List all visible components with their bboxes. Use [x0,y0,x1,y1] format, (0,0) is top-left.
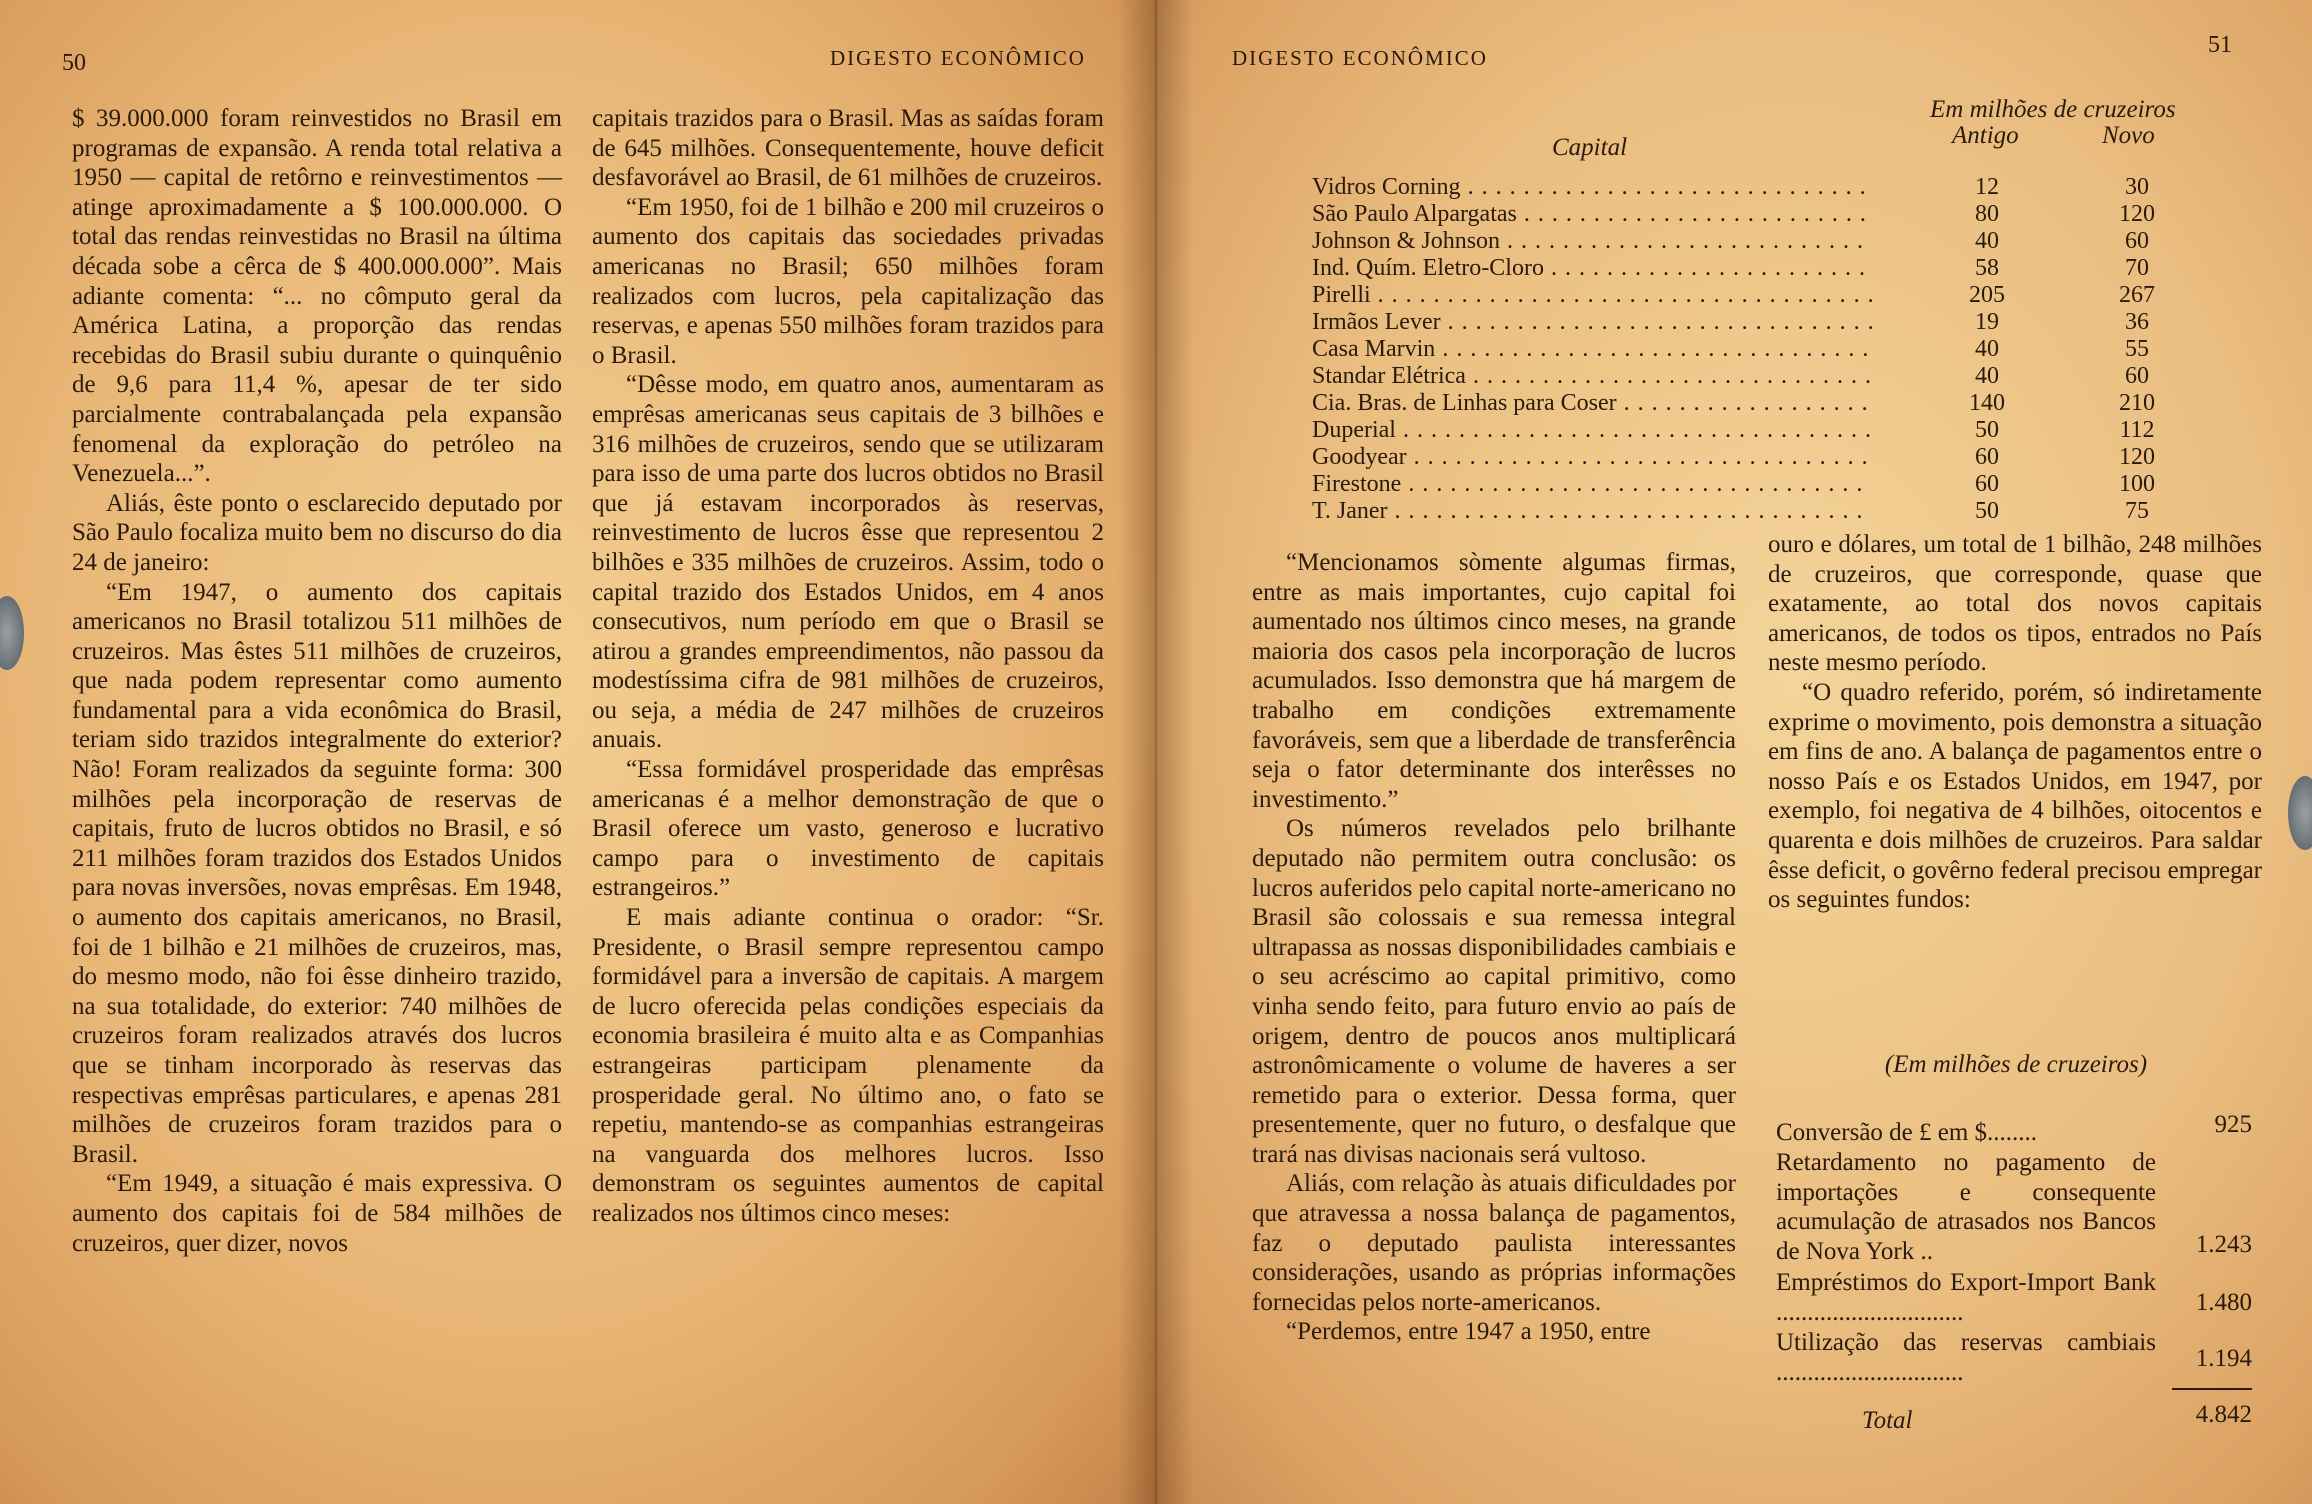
table-row [1312,471,2172,498]
company-name: Cia. Bras. de Linhas para Coser . . . [1312,390,1872,417]
old-capital: 40 [1975,363,1999,389]
table-row [1312,498,2172,525]
binding-hole [2288,776,2312,850]
funds-item-value: 1.243 [2195,1231,2252,1258]
table-row [1312,201,2172,228]
company-name: Vidros Corning . . . [1312,174,1872,201]
company-name: Goodyear . . . [1312,444,1872,471]
old-capital: 60 [1975,471,1999,497]
new-capital: 70 [2125,255,2149,281]
new-capital: 36 [2125,309,2149,335]
old-capital: 19 [1975,309,1999,335]
column-header-old: Antigo [1952,122,2019,149]
new-capital: 112 [2119,417,2155,443]
paragraph: “Essa formidável prosperidade das emprêsas americanas é a melhor demonstração de que o Brasil oferece um vasto, generoso e lucrativo campo para o investimento de capitais estrangeiros.” [592,756,1104,902]
new-capital: 55 [2125,336,2149,362]
old-capital: 50 [1975,417,1999,443]
old-capital: 80 [1975,201,1999,227]
paragraph: $ 39.000.000 foram reinvestidos no Brasil em programas de expansão. A renda total relativa a 1950 — capital de retôrno e reinvestimentos — atinge aproximadamente a $ 100.000.000. O total das rendas reinvestidas no Brasil na última década sobe a cêrca de $ 400.000.000”. Mais adiante comenta: “... no cômputo geral da América Latina, a proporção das rendas recebidas do Brasil subiu durante o quinquênio de 9,6 para 11,4 %, apesar de ter sido parcialmente contrabalançada pela expansão fenomenal da exploração do petróleo na Venezuela...”. [72,105,562,488]
table-row [1312,282,2172,309]
paragraph: ouro e dólares, um total de 1 bilhão, 248 milhões de cruzeiros, que corresponde, quase que exatamente, ao total dos novos capitais americanos, de todos os tipos, entrados no País neste mesmo período. [1768,531,2262,677]
page-number-left: 50 [62,50,86,76]
paragraph: E mais adiante continua o orador: “Sr. Presidente, o Brasil sempre representou campo formidável para a inversão de capitais. A margem de lucro oferecida pelas condições especiais da economia brasileira é muito alta e as Companhias estrangeiras participam plenamente da prosperidade geral. No último ano, o fato se repetiu, mantendo-se as companhias estrangeiras na vanguarda dos melhores lucros. Isso demonstram os seguintes aumentos de capital realizados nos últimos cinco meses: [592,904,1104,1227]
company-name: Irmãos Lever . . . [1312,309,1872,336]
table-row [1312,417,2172,444]
right-page [1156,0,2312,1504]
new-capital: 100 [2119,471,2155,497]
old-capital: 140 [1969,390,2005,416]
paragraph: “Em 1947, o aumento dos capitais americanos no Brasil totalizou 511 milhões de cruzeiros. Mas êstes 511 milhões de cruzeiros, que nada podem representar como aumento fundamental para a vida econômica do Brasil, teriam sido trazidos integralmente do exterior? Não! Foram realizados da seguinte forma: 300 milhões pela incorporação de reservas de capitais, fruto de lucros obtidos no Brasil, e só 211 milhões foram trazidos dos Estados Unidos para novas inversões, novas emprêsas. Em 1948, o aumento dos capitais americanos, no Brasil, foi de 1 bilhão e 21 milhões de cruzeiros, mas, do mesmo modo, não foi êsse dinheiro trazido, na sua totalidade, do exterior: 740 milhões de cruzeiros foram realizados através dos lucros que se tinham incorporado às reservas das respectivas emprêsas particulares, e apenas 281 milhões de cruzeiros foram trazidos para o Brasil. [72,578,562,1168]
funds-total-label: Total [1862,1407,1913,1434]
paragraph: “Dêsse modo, em quatro anos, aumentaram as emprêsas americanas seus capitais de 3 bilhões e 316 milhões de cruzeiros, sendo que se utilizaram para isso de uma parte dos lucros obtidos no Brasil que já estavam incorporados às reservas, reinvestimento de lucros êsse que representou 2 bilhões e 335 milhões de cruzeiros. Assim, todo o capital trazido dos Estados Unidos, em 4 anos consecutivos, num período em que o Brasil se atirou a grandes empreendimentos, não passou da modestíssima cifra de 981 milhões de cruzeiros, ou seja, a média de 247 milhões de cruzeiros anuais. [592,371,1104,754]
old-capital: 40 [1975,228,1999,254]
new-capital: 120 [2119,201,2155,227]
funds-caption: (Em milhões de cruzeiros) [1884,1051,2148,1078]
column-header-capital: Capital [1552,134,1628,161]
funds-item-label: Utilização das reservas cambiais .............................. [1776,1329,2156,1386]
company-name: T. Janer . . . [1312,498,1872,525]
company-name: Johnson & Johnson . . . [1312,228,1872,255]
table-row [1312,255,2172,282]
page-number-right: 51 [2208,32,2232,58]
company-name: Ind. Quím. Eletro-Cloro . . . [1312,255,1872,282]
paragraph: Os números revelados pelo brilhante deputado não permitem outra conclusão: os lucros auferidos pelo capital norte-americano no Brasil são colossais e sua remessa integral ultrapassa as nossas disponibilidades cambiais e o seu acréscimo ao capital primitivo, como vinha sendo feito, para futuro envio ao país de origem, dentro de poucos anos multiplicará astronômicamente o volume de haveres a ser remetido para o exterior. Dessa forma, quer presentemente, quer no futuro, o desfalque que trará nas divisas nacionais será vultoso. [1252,815,1736,1168]
right-column-2 [1768,530,2262,915]
new-capital: 210 [2119,390,2155,416]
funds-item-label: Retardamento no pagamento de importações e consequente acumulação de atrasados nos Bancos de Nova York .. [1776,1149,2156,1265]
company-name: Casa Marvin . . . [1312,336,1872,363]
new-capital: 60 [2125,228,2149,254]
old-capital: 50 [1975,498,1999,524]
table-row [1312,309,2172,336]
paragraph: Aliás, êste ponto o esclarecido deputado por São Paulo focaliza muito bem no discurso do dia 24 de janeiro: [72,489,562,576]
old-capital: 205 [1969,282,2005,308]
running-head-right: DIGESTO ECONÔMICO [1232,46,1488,70]
paragraph: capitais trazidos para o Brasil. Mas as saídas foram de 645 milhões. Consequentemente, houve deficit desfavorável ao Brasil, de 61 milhões de cruzeiros. [592,105,1104,192]
new-capital: 30 [2125,174,2149,200]
left-column-1 [72,104,562,1258]
company-name: Duperial . . . [1312,417,1872,444]
paragraph: “O quadro referido, porém, só indiretamente exprime o movimento, pois demonstra a situação em fins de ano. A balança de pagamentos entre o nosso País e os Estados Unidos, em 1947, por exemplo, foi negativa de 4 bilhões, oitocentos e quarenta e dois milhões de cruzeiros. Para saldar êsse deficit, o govêrno federal precisou empregar os seguintes fundos: [1768,678,2262,914]
funds-item-value: 1.194 [2195,1345,2252,1372]
new-capital: 60 [2125,363,2149,389]
table-row [1312,228,2172,255]
table-row [1312,336,2172,363]
table-row [1312,390,2172,417]
table-row [1312,363,2172,390]
company-name: Standar Elétrica . . . [1312,363,1872,390]
funds-total-value: 4.842 [2195,1401,2252,1428]
old-capital: 58 [1975,255,1999,281]
paragraph: “Mencionamos sòmente algumas firmas, entre as mais importantes, cujo capital foi aumentado nos últimos cinco meses, na grande maioria dos casos pela incorporação de lucros acumulados. Isso demonstra que há margem de trabalho em condições extremamente favoráveis, sem que a liberdade de transferência seja o fator determinante dos interêsses no investimento.” [1252,549,1736,813]
new-capital: 120 [2119,444,2155,470]
company-name: Pirelli . . . [1312,282,1872,309]
funds-item-label: Empréstimos do Export-Import Bank .............................. [1776,1269,2156,1326]
right-column-1 [1252,548,1736,1347]
running-head-left: DIGESTO ECONÔMICO [830,46,1086,70]
paragraph: “Em 1950, foi de 1 bilhão e 200 mil cruzeiros o aumento dos capitais das sociedades privadas americanas no Brasil; 650 milhões foram realizados com lucros, pela capitalização das reservas, e apenas 550 milhões foram trazidos para o Brasil. [592,193,1104,369]
paragraph: “Em 1949, a situação é mais expressiva. O aumento dos capitais foi de 584 milhões de cruzeiros, quer dizer, novos [72,1170,562,1257]
unit-header: Em milhões de cruzeiros [1930,96,2176,123]
funds-item-value: 1.480 [2195,1289,2252,1316]
funds-item-value: 925 [2214,1111,2252,1138]
book-gutter [1118,0,1194,1504]
capital-table [1312,96,2182,524]
binding-hole [0,596,24,670]
new-capital: 267 [2119,282,2155,308]
paragraph: Aliás, com relação às atuais dificuldades por que atravessa a nossa balança de pagamentos, faz o deputado paulista interessantes considerações, usando as próprias informações fornecidas pelos norte-americanos. [1252,1170,1736,1316]
funds-item-label: Conversão de £ em $........ [1776,1119,2038,1146]
table-row [1312,444,2172,471]
old-capital: 60 [1975,444,1999,470]
paragraph: “Perdemos, entre 1947 a 1950, entre [1286,1318,1651,1346]
company-name: São Paulo Alpargatas . . . [1312,201,1872,228]
column-header-new: Novo [2102,122,2155,149]
sum-rule [2172,1388,2252,1390]
funds-table [1776,1050,2266,1450]
old-capital: 12 [1975,174,1999,200]
new-capital: 75 [2125,498,2149,524]
company-name: Firestone . . . [1312,471,1872,498]
left-column-2 [592,104,1104,1229]
table-row [1312,174,2172,201]
old-capital: 40 [1975,336,1999,362]
